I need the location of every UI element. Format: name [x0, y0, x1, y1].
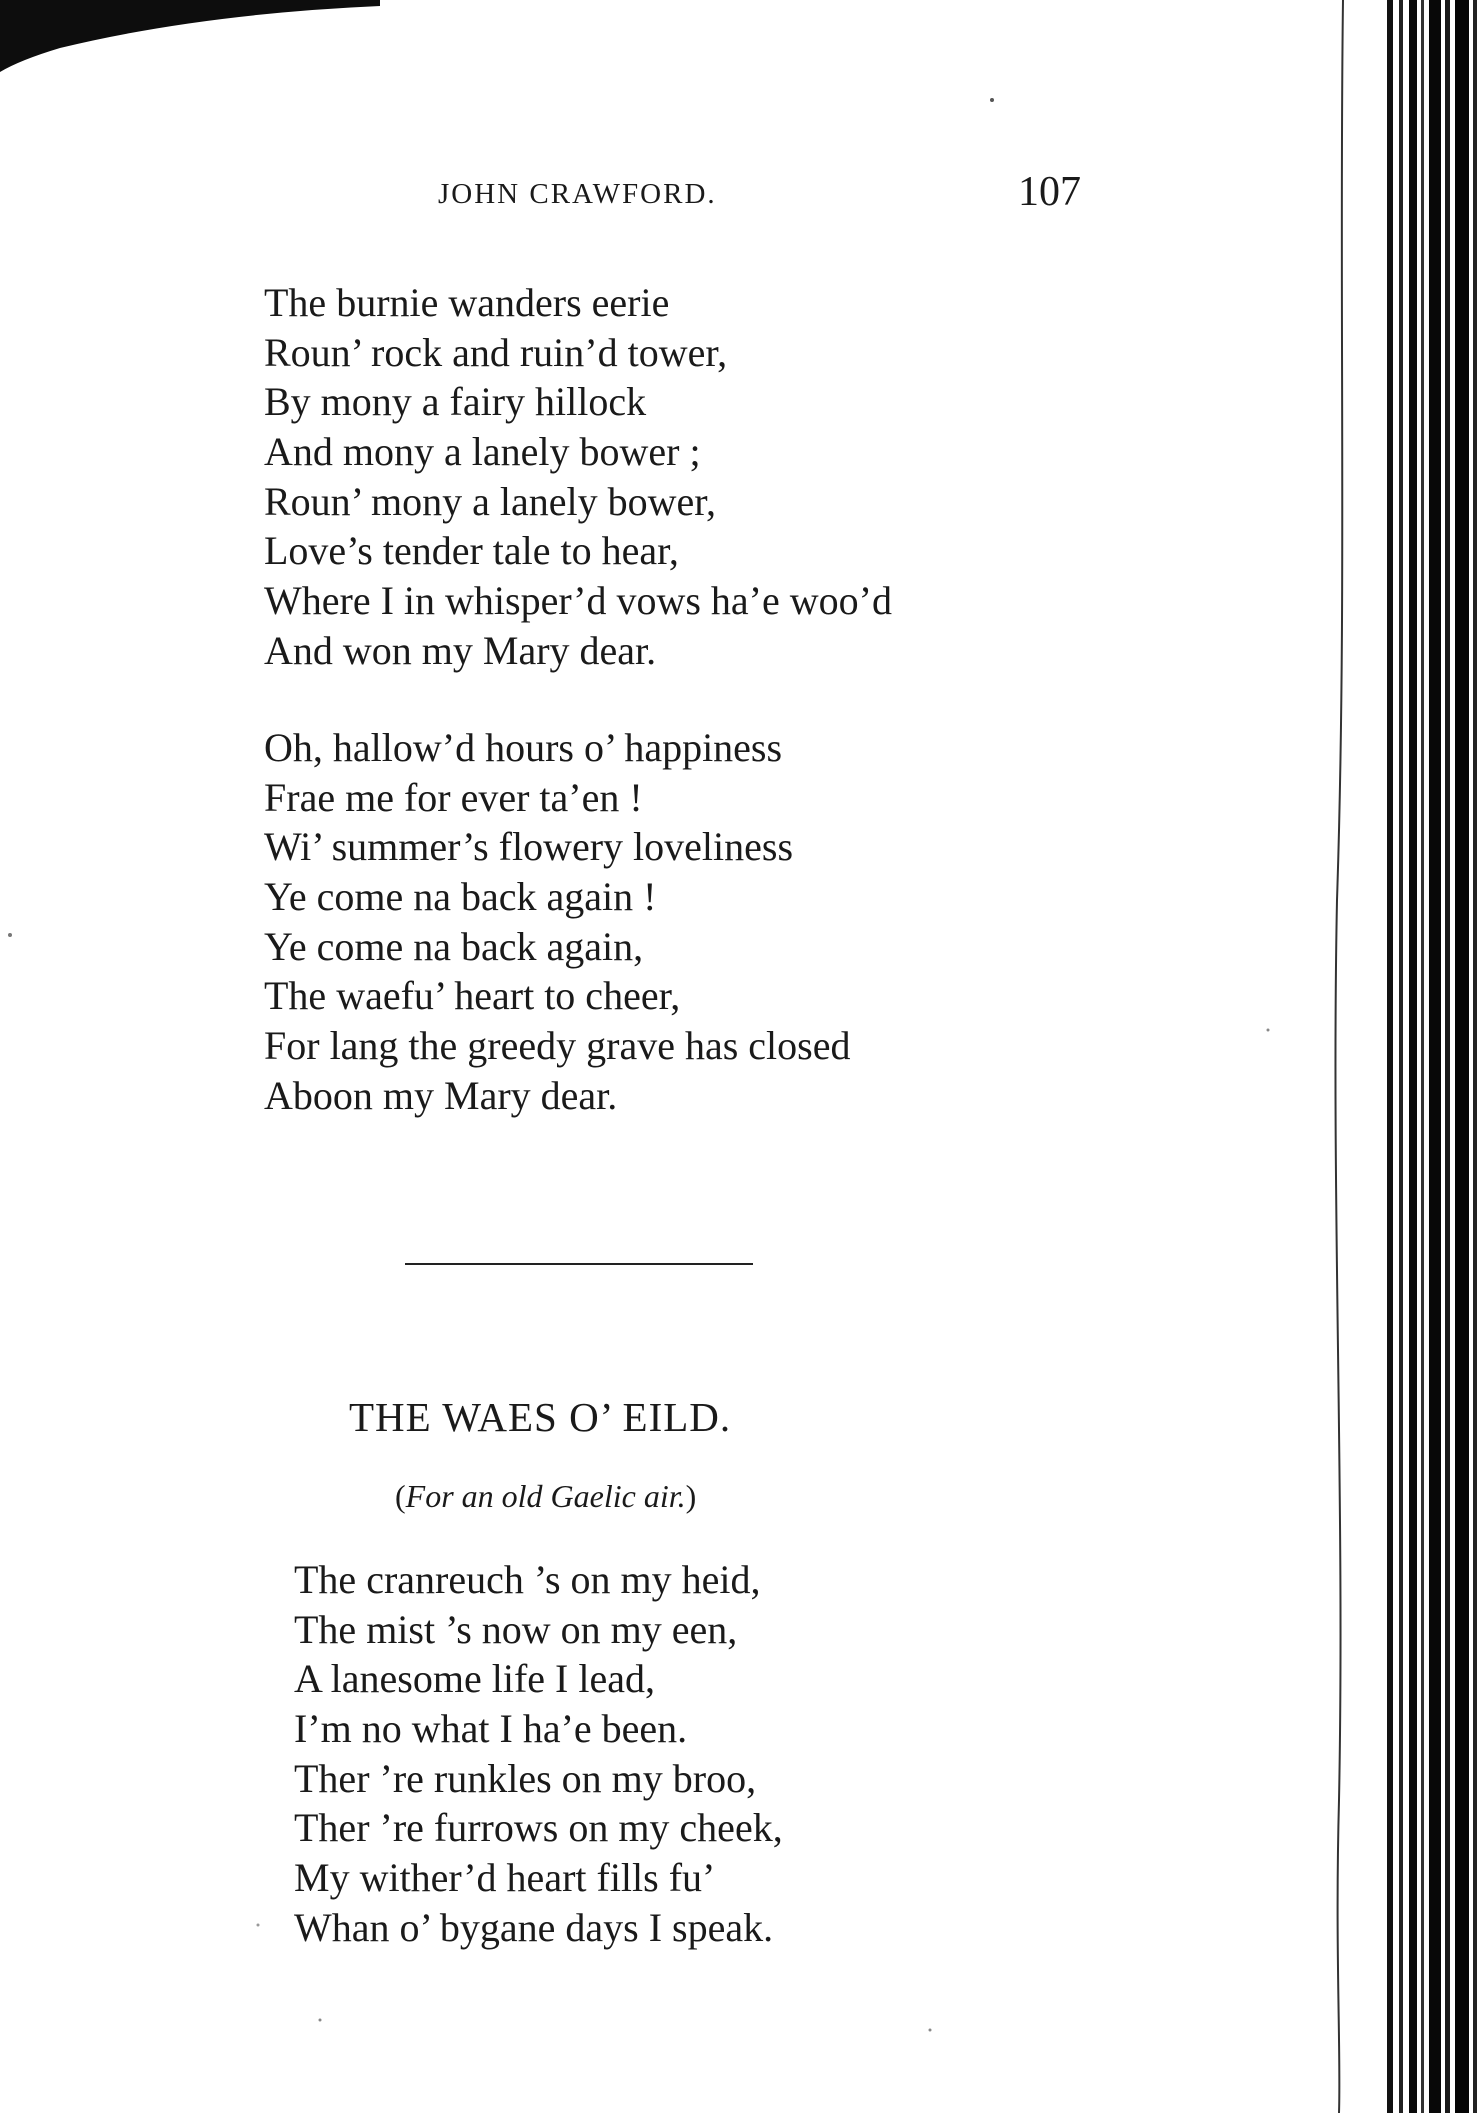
verse-line: Love’s tender tale to hear, [264, 528, 679, 574]
verse-line: Where I in whisper’d vows ha’e woo’d [264, 578, 892, 624]
verse-line: Wi’ summer’s flowery loveliness [264, 824, 794, 870]
verse-line: Oh, hallow’d hours o’ happiness [264, 725, 783, 770]
verse-line: My wither’d heart fills fu’ [294, 1855, 716, 1901]
verse-line: Ther ’re runkles on my broo, [294, 1755, 757, 1801]
verse-line: Roun’ rock and ruin’d tower, [264, 329, 728, 375]
poem-subtitle [395, 1478, 696, 1515]
verse-line: The waefu’ heart to cheer, [264, 973, 681, 1019]
subtitle-text: For an old Gaelic air. [405, 1478, 686, 1514]
poem-title: THE WAES O’ EILD. [349, 1394, 732, 1440]
verse-line: Whan o’ bygane days I speak. [294, 1904, 774, 1950]
stanza-1 [264, 278, 892, 676]
verse-line: Ye come na back again ! [264, 874, 657, 920]
verse-line: And mony a lanely bower ; [264, 429, 701, 475]
verse-line: By mony a fairy hillock [264, 379, 647, 425]
verse-line: Frae me for ever ta’en ! [264, 774, 643, 820]
verse-line: The cranreuch ’s on my heid, [294, 1557, 761, 1602]
page-number: 107 [1018, 169, 1081, 215]
verse-line: For lang the greedy grave has closed [264, 1023, 851, 1069]
running-head: JOHN CRAWFORD. [438, 178, 717, 210]
verse-line: I’m no what I ha’e been. [294, 1706, 688, 1752]
scan-corner-shadow [0, 0, 380, 80]
verse-line: Roun’ mony a lanely bower, [264, 478, 716, 524]
verse-line: The burnie wanders eerie [264, 280, 670, 325]
verse-line: The mist ’s now on my een, [294, 1606, 738, 1652]
verse-line: Ye come na back again, [264, 923, 644, 969]
verse-line: Aboon my Mary dear. [264, 1072, 618, 1118]
stanza-3 [294, 1555, 783, 1953]
book-binding-edge [1325, 0, 1484, 2113]
verse-line: And won my Mary dear. [264, 627, 657, 673]
stanza-2 [264, 723, 850, 1121]
subtitle-open-paren: ( [395, 1478, 406, 1514]
verse-line: A lanesome life I lead, [294, 1656, 655, 1702]
section-divider [405, 1263, 753, 1265]
subtitle-close-paren: ) [685, 1478, 697, 1514]
verse-line: Ther ’re furrows on my cheek, [294, 1805, 783, 1851]
